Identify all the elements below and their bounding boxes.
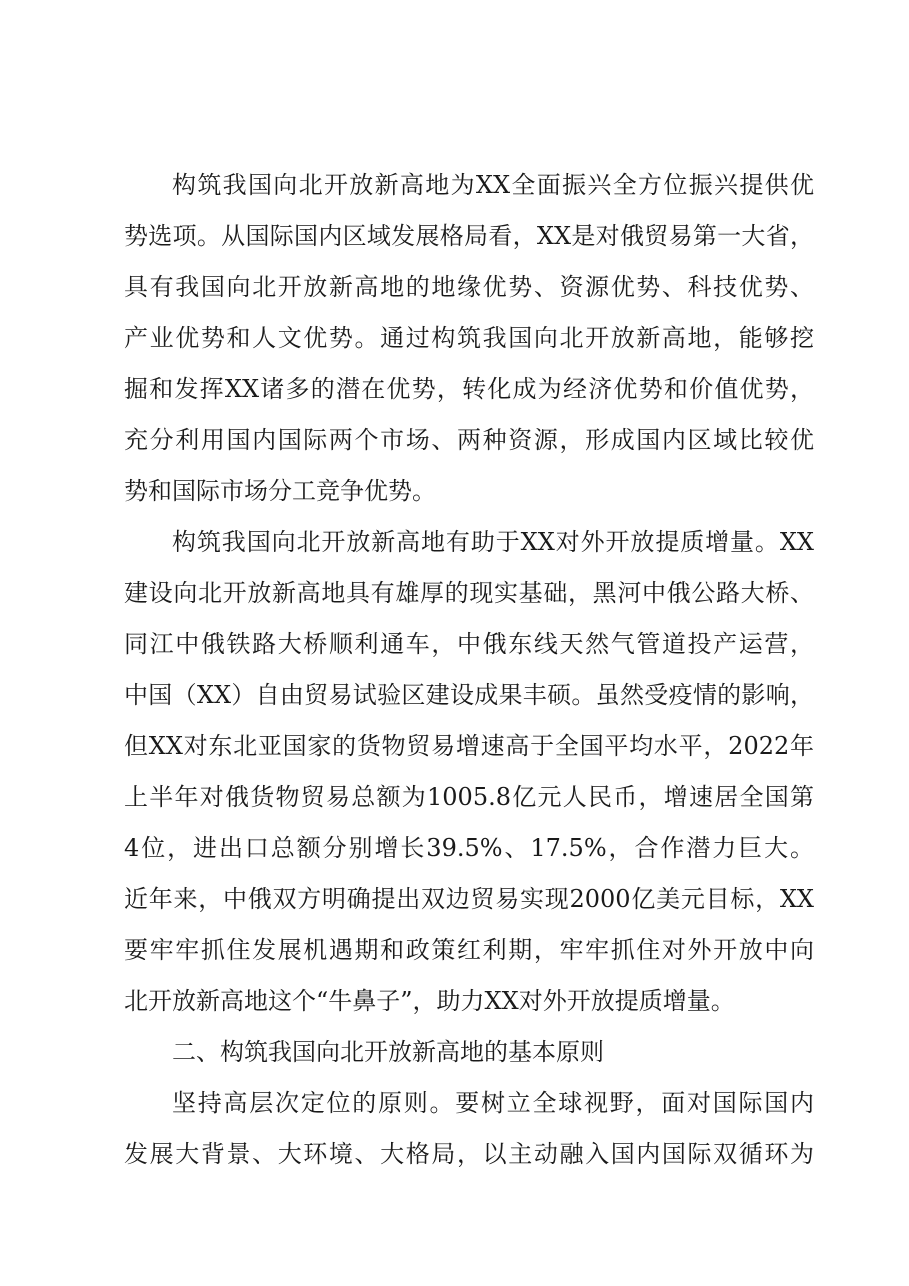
section-heading: 二、构筑我国向北开放新高地的基本原则 <box>172 1038 604 1066</box>
paragraph-2-line-10: 北开放新高地这个“牛鼻子”，助力XX对外开放提质增量。 <box>124 987 735 1015</box>
paragraph-1-line-3: 具有我国向北开放新高地的地缘优势、资源优势、科技优势、 <box>124 273 814 301</box>
paragraph-1-line-5: 掘和发挥XX诸多的潜在优势，转化成为经济优势和价值优势， <box>124 375 814 403</box>
paragraph-2-line-7: 4位，进出口总额分别增长39.5%、17.5%，合作潜力巨大。 <box>124 834 814 862</box>
paragraph-1-line-2: 势选项。从国际国内区域发展格局看，XX是对俄贸易第一大省， <box>124 222 814 250</box>
paragraph-2-line-5: 但XX对东北亚国家的货物贸易增速高于全国平均水平，2022年 <box>124 732 814 760</box>
paragraph-1-line-6: 充分利用国内国际两个市场、两种资源，形成国内区域比较优 <box>124 426 814 454</box>
paragraph-2-line-6: 上半年对俄货物贸易总额为1005.8亿元人民币，增速居全国第 <box>124 783 814 811</box>
paragraph-2-line-4: 中国（XX）自由贸易试验区建设成果丰硕。虽然受疫情的影响， <box>124 681 814 709</box>
paragraph-1-line-4: 产业优势和人文优势。通过构筑我国向北开放新高地，能够挖 <box>124 324 814 352</box>
paragraph-2-line-1: 构筑我国向北开放新高地有助于XX对外开放提质增量。XX <box>172 528 814 556</box>
paragraph-2-line-8: 近年来，中俄双方明确提出双边贸易实现2000亿美元目标，XX <box>124 885 814 913</box>
paragraph-3-line-2: 发展大背景、大环境、大格局，以主动融入国内国际双循环为 <box>124 1140 814 1168</box>
paragraph-2-line-3: 同江中俄铁路大桥顺利通车，中俄东线天然气管道投产运营， <box>124 630 814 658</box>
paragraph-2-line-2: 建设向北开放新高地具有雄厚的现实基础，黑河中俄公路大桥、 <box>124 579 814 607</box>
paragraph-1-line-1: 构筑我国向北开放新高地为XX全面振兴全方位振兴提供优 <box>172 171 814 199</box>
paragraph-2-line-9: 要牢牢抓住发展机遇期和政策红利期，牢牢抓住对外开放中向 <box>124 936 814 964</box>
paragraph-1-line-7: 势和国际市场分工竞争优势。 <box>124 477 436 505</box>
document-body <box>124 160 814 1180</box>
paragraph-3-line-1: 坚持高层次定位的原则。要树立全球视野，面对国际国内 <box>172 1089 814 1117</box>
